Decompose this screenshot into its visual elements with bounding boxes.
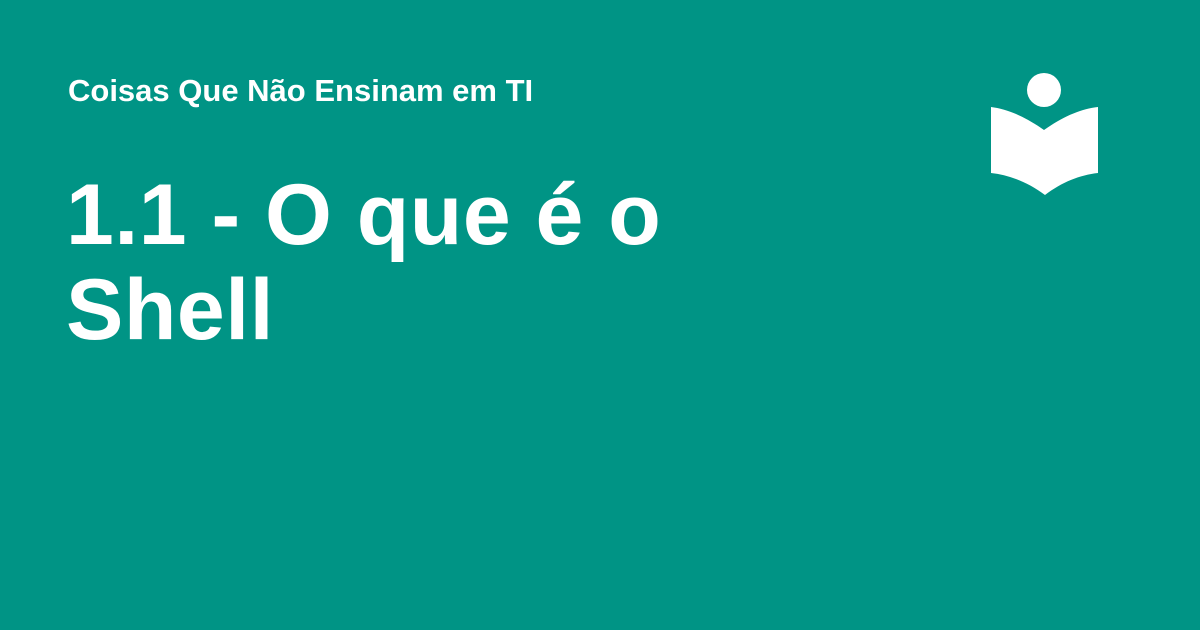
book-title: Coisas Que Não Ensinam em TI (68, 73, 534, 108)
page-title: 1.1 - O que é o Shell (66, 167, 662, 358)
reader-book-icon (990, 72, 1100, 196)
